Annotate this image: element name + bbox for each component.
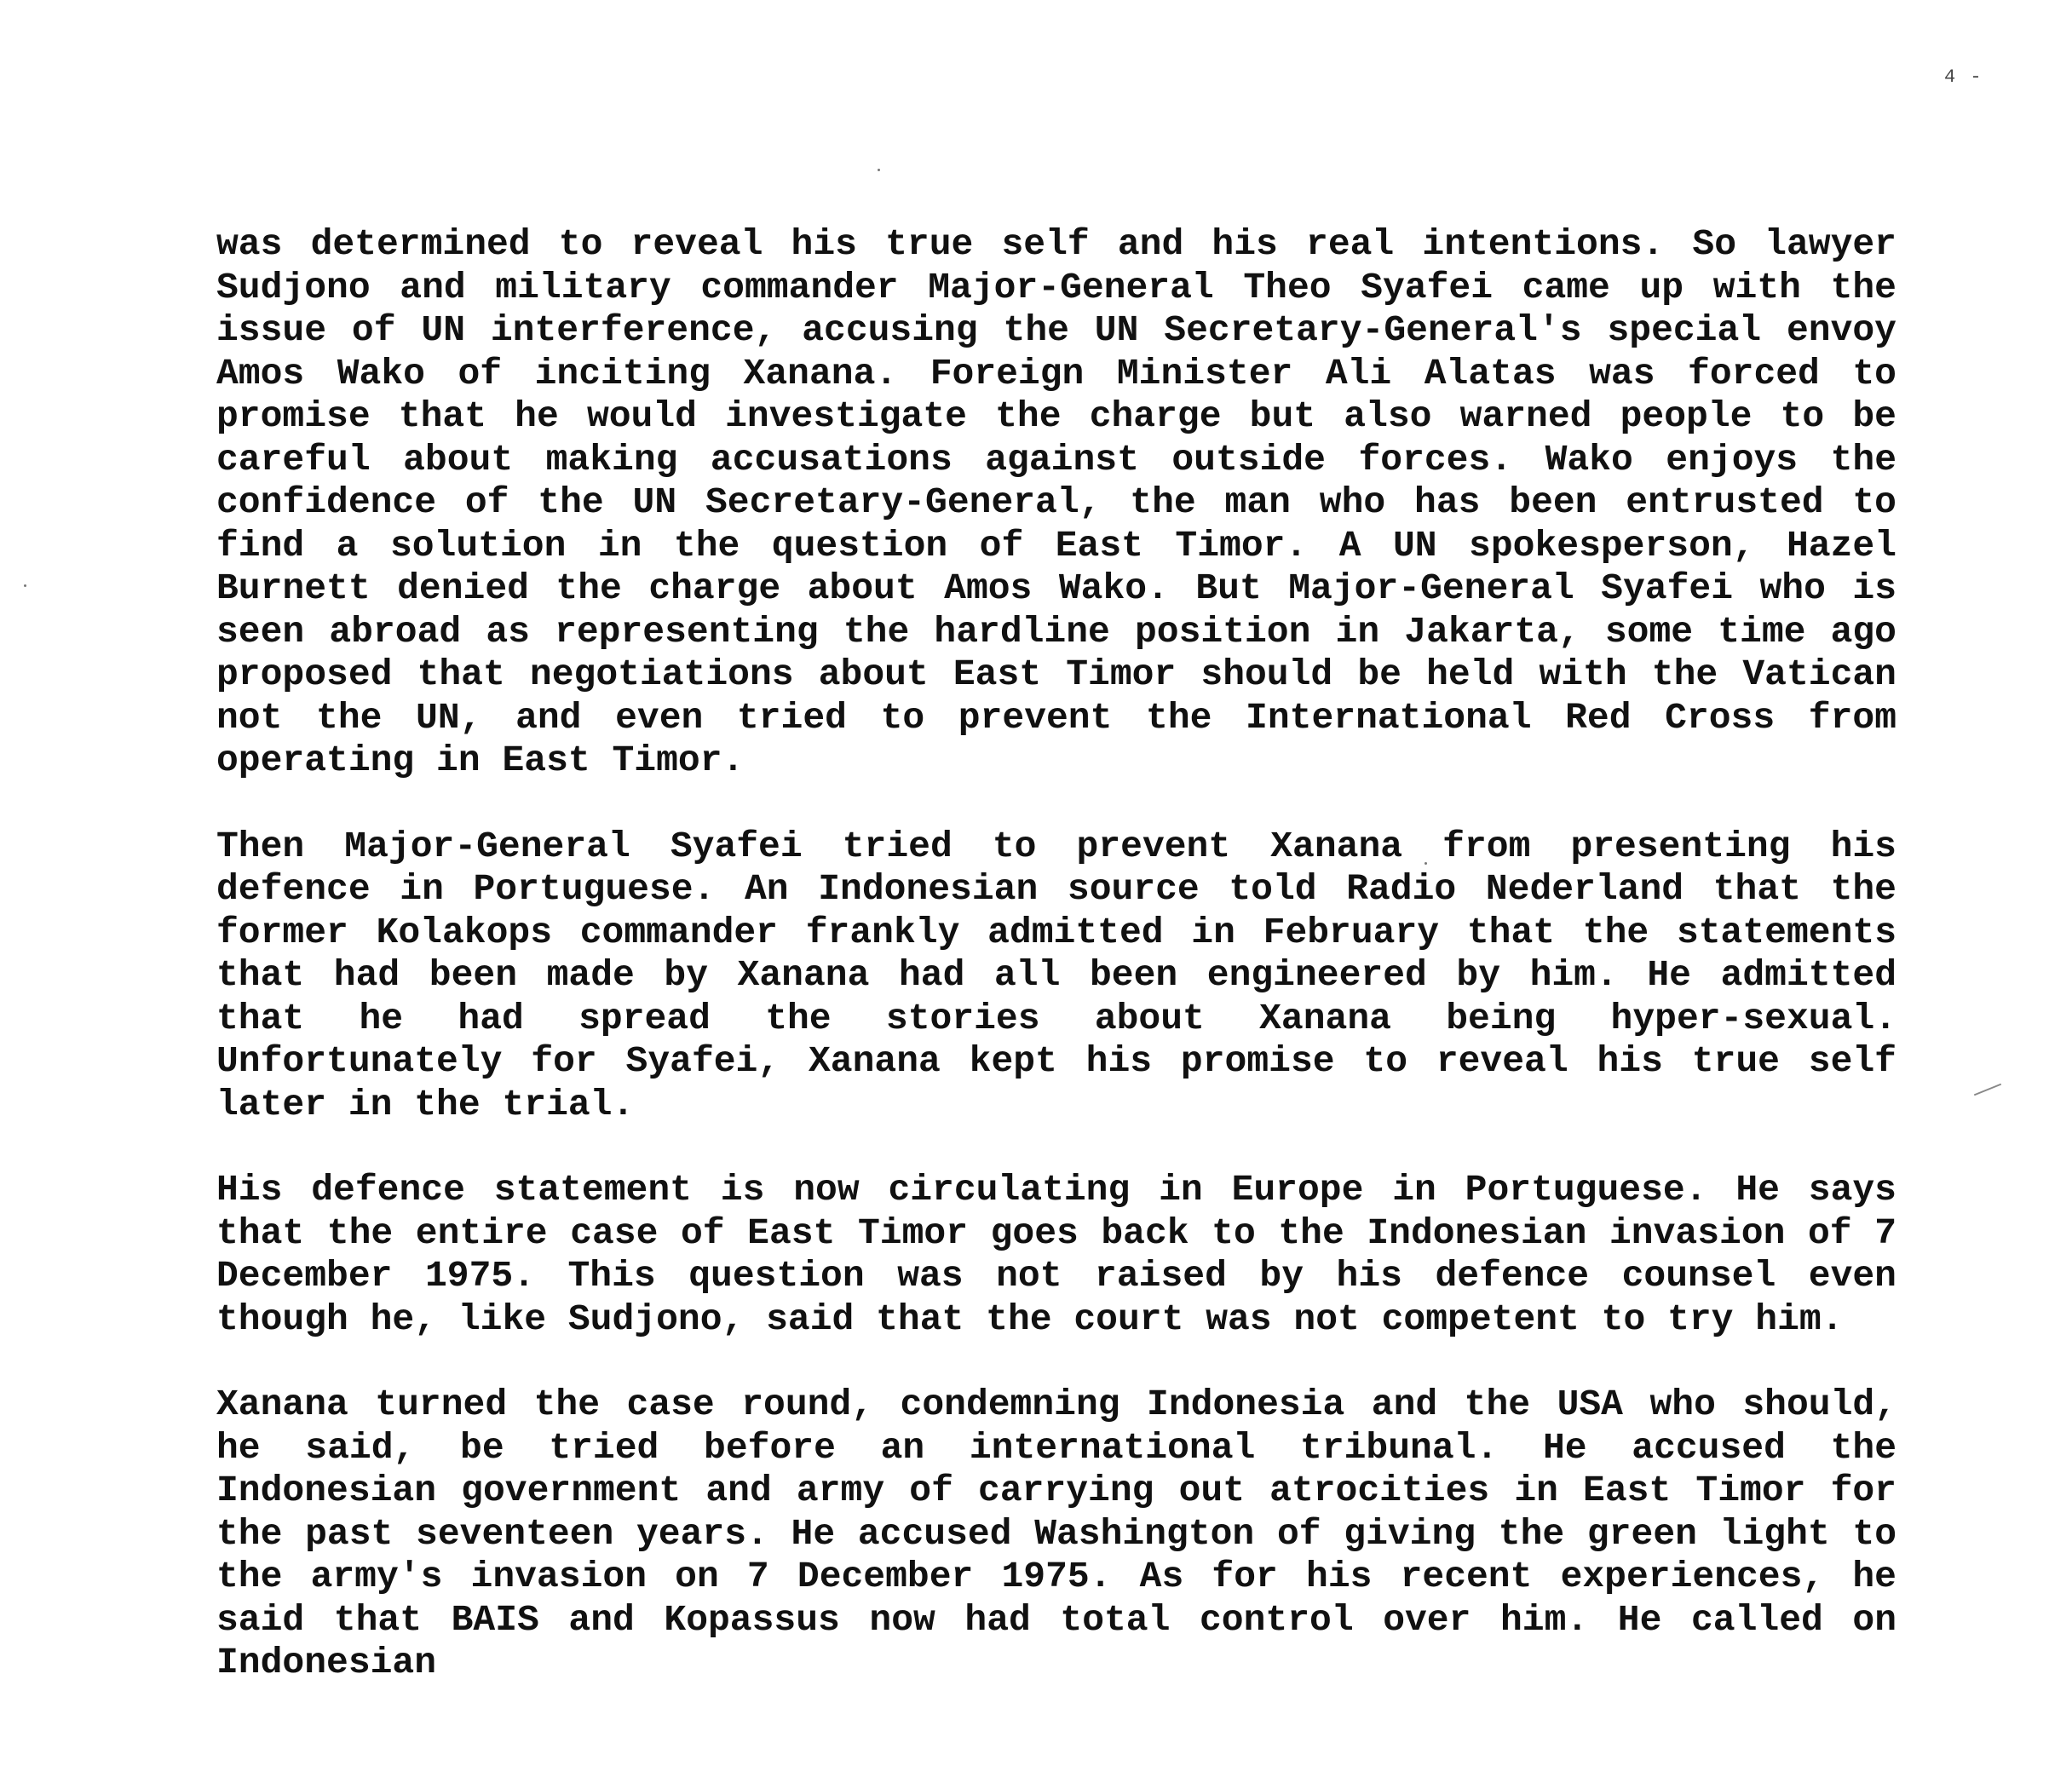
paragraph-2: Then Major-General Syafei tried to prevent Xanana from presenting his defence in Portuguese. An Indonesian source told Radio Nederland that the former Kolakops commander frankly admitted in February that the statements that had been made by Xanana had all been engineered by him. He admitted that he had spread the stories about Xanana being hyper-sexual. Unfortunately for Syafei, Xanana kept his promise to reveal his true self later in the trial. [216, 825, 1896, 1125]
paragraph-1: was determined to reveal his true self and his real intentions. So lawyer Sudjono and military commander Major-General Theo Syafei came up with the issue of UN interference, accusing the UN Secretary-General's special envoy Amos Wako of inciting Xanana. Foreign Minister Ali Alatas was forced to promise that he would investigate the charge but also warned people to be careful about making accusations against outside forces. Wako enjoys the confidence of the UN Secretary-General, the man who has been entrusted to find a solution in the question of East Timor. A UN spokesperson, Hazel Burnett denied the charge about Amos Wako. But Major-General Syafei who is seen abroad as representing the hardline position in Jakarta, some time ago proposed that negotiations about East Timor should be held with the Vatican not the UN, and even tried to prevent the International Red Cross from operating in East Timor. [216, 223, 1896, 781]
document-body [216, 223, 1896, 1728]
scan-speck [878, 169, 880, 171]
corner-mark: 4 - [1944, 66, 1983, 88]
scan-scratch [1974, 1084, 2001, 1096]
scan-speck [24, 584, 26, 587]
paragraph-3: His defence statement is now circulating in Europe in Portuguese. He says that the entire case of East Timor goes back to the Indonesian invasion of 7 December 1975. This question was not raised by his defence counsel even though he, like Sudjono, said that the court was not competent to try him. [216, 1169, 1896, 1340]
paragraph-4: Xanana turned the case round, condemning Indonesia and the USA who should, he said, be tried before an international tribunal. He accused the Indonesian government and army of carrying out atrocities in East Timor for the past seventeen years. He accused Washington of giving the green light to the army's invasion on 7 December 1975. As for his recent experiences, he said that BAIS and Kopassus now had total control over him. He called on Indonesian [216, 1383, 1896, 1683]
